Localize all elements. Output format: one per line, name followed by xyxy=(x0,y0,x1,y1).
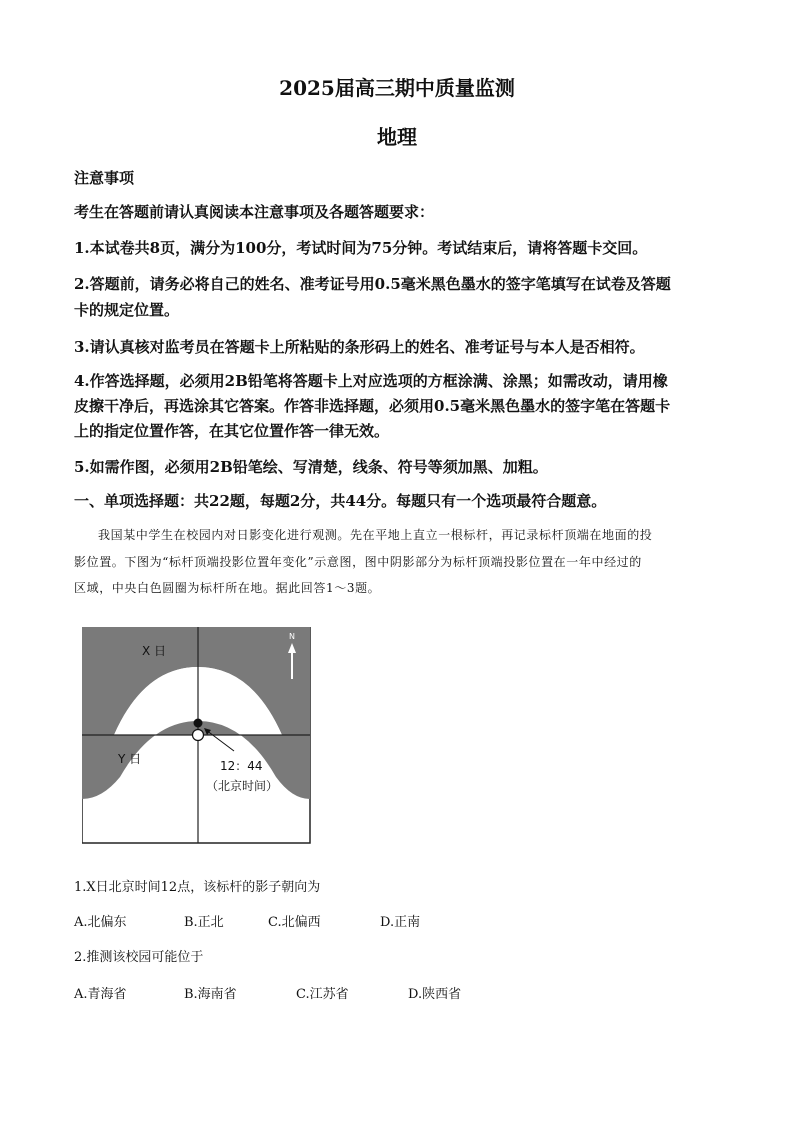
subject-title: 地理 xyxy=(377,125,417,149)
time-label: 12：44 xyxy=(220,759,263,773)
time-note: （北京时间） xyxy=(206,779,279,793)
question-2-option-b[interactable]: B.海南省 xyxy=(184,987,237,1002)
x-day-label: X 日 xyxy=(142,644,167,658)
question-2-option-d[interactable]: D.陕西省 xyxy=(408,987,462,1002)
notes-item-2-line-2: 卡的规定位置。 xyxy=(74,301,180,319)
question-2-stem: 2.推测该校园可能位于 xyxy=(74,950,204,965)
shadow-position-diagram xyxy=(82,627,312,845)
passage-line-2: 影位置。下图为“标杆顶端投影位置年变化”示意图，图中阴影部分为标杆顶端投影位置在一年中经过的 xyxy=(74,555,642,569)
passage-line-1: 我国某中学生在校园内对日影变化进行观测。先在平地上直立一根标杆，再记录标杆顶端在地面的投 xyxy=(98,528,653,542)
question-1-option-c[interactable]: C.北偏西 xyxy=(268,915,321,930)
shadow-tip-dot xyxy=(194,719,203,728)
question-1-option-d[interactable]: D.正南 xyxy=(380,915,421,930)
question-1-option-b[interactable]: B.正北 xyxy=(184,915,224,930)
notes-item-5: 5.如需作图，必须用2B铅笔绘、写清楚，线条、符号等须加黑、加粗。 xyxy=(74,458,548,476)
question-2-option-a[interactable]: A.青海省 xyxy=(74,987,127,1002)
passage-line-3: 区域，中央白色圆圈为标杆所在地。据此回答1～3题。 xyxy=(74,581,381,595)
notes-item-1: 1.本试卷共8页，满分为100分，考试时间为75分钟。考试结束后，请将答题卡交回。 xyxy=(74,239,648,257)
notes-intro: 考生在答题前请认真阅读本注意事项及各题答题要求： xyxy=(74,203,435,221)
pole-circle xyxy=(193,730,204,741)
question-2-option-c[interactable]: C.江苏省 xyxy=(296,987,349,1002)
notes-item-3: 3.请认真核对监考员在答题卡上所粘贴的条形码上的姓名、准考证号与本人是否相符。 xyxy=(74,338,645,356)
section-heading: 一、单项选择题：共22题，每题2分，共44分。每题只有一个选项最符合题意。 xyxy=(74,492,607,510)
question-1-option-a[interactable]: A.北偏东 xyxy=(74,915,127,930)
notes-item-2-line-1: 2.答题前，请务必将自己的姓名、准考证号用0.5毫米黑色墨水的签字笔填写在试卷及答题 xyxy=(74,275,671,293)
north-label: N xyxy=(289,632,295,641)
notes-item-4-line-1: 4.作答选择题，必须用2B铅笔将答题卡上对应选项的方框涂满、涂黑；如需改动，请用橡 xyxy=(74,372,668,390)
notes-item-4-line-2: 皮擦干净后，再选涂其它答案。作答非选择题，必须用0.5毫米黑色墨水的签字笔在答题卡 xyxy=(74,397,671,415)
exam-title: 2025届高三期中质量监测 xyxy=(279,76,515,100)
notes-item-4-line-3: 上的指定位置作答，在其它位置作答一律无效。 xyxy=(74,422,390,440)
question-1-stem: 1.X日北京时间12点，该标杆的影子朝向为 xyxy=(74,880,321,895)
notes-heading: 注意事项 xyxy=(74,169,135,187)
y-day-label: Y 日 xyxy=(118,752,142,766)
